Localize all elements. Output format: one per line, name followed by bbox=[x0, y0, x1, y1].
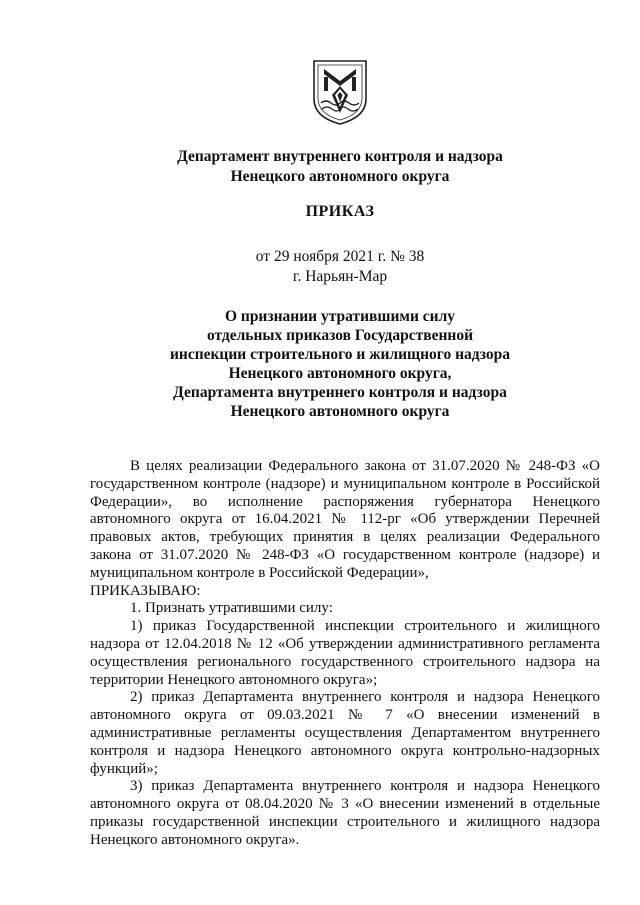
subject-line: Ненецкого автономного округа bbox=[230, 403, 450, 420]
date-and-number: от 29 ноября 2021 г. № 38 bbox=[255, 248, 425, 265]
subject-line: Департамента внутреннего контроля и надзора bbox=[173, 384, 507, 401]
subject-line: О признании утратившими силу bbox=[224, 308, 456, 325]
date-and-place bbox=[0, 247, 640, 287]
preamble-paragraph: В целях реализации Федерального закона от 31.07.2020 № 248-ФЗ «О государственном контроле (надзоре) и муниципальном контроле в Российской Федерации», во исполнение распоряжения губернатора Ненецкого автономного округа от 16.04.2021 № 112-рг «Об утверждении Перечней правовых актов, требующих принятия в целях реализации Федерального закона от 31.07.2020 № 248-ФЗ «О государственном контроле (надзоре) и муниципальном контроле в Российской Федерации», bbox=[90, 458, 600, 581]
list-item-1: 1) приказ Государственной инспекции строительного и жилищного надзора от 12.04.2018 № 12 «Об утверждении административного регламента осуществления регионального государственного строительного надзора на территории Ненецкого автономного округа»; bbox=[90, 618, 600, 688]
city: г. Нарьян-Мар bbox=[292, 268, 388, 285]
department-line-2: Ненецкого автономного округа bbox=[230, 168, 450, 185]
department-header bbox=[0, 147, 640, 187]
subject-line: Ненецкого автономного округа, bbox=[228, 365, 452, 382]
coat-of-arms-emblem bbox=[310, 57, 370, 127]
subject-line: отдельных приказов Государственной bbox=[206, 327, 474, 344]
order-word: ПРИКАЗЫВАЮ: bbox=[90, 582, 201, 599]
document-type-title: ПРИКАЗ bbox=[305, 203, 375, 220]
document-body bbox=[90, 458, 600, 850]
department-line-1: Департамент внутреннего контроля и надзора bbox=[177, 148, 503, 165]
list-item-3: 3) приказ Департамента внутреннего контроля и надзора Ненецкого автономного округа от 08.04.2020 № 3 «О внесении изменений в отдельные приказы государственной инспекции строительного и жилищного надзора Ненецкого автономного округа». bbox=[90, 778, 600, 848]
list-item-2: 2) приказ Департамента внутреннего контроля и надзора Ненецкого автономного округа от 09.03.2021 № 7 «О внесении изменений в административные регламенты осуществления Департаментом внутреннего контроля и надзора Ненецкого автономного округа контрольно-надзорных функций»; bbox=[90, 689, 600, 777]
point-1: 1. Признать утратившими силу: bbox=[130, 600, 333, 617]
document-subject bbox=[0, 307, 640, 421]
subject-line: инспекции строительного и жилищного надзора bbox=[169, 346, 511, 363]
